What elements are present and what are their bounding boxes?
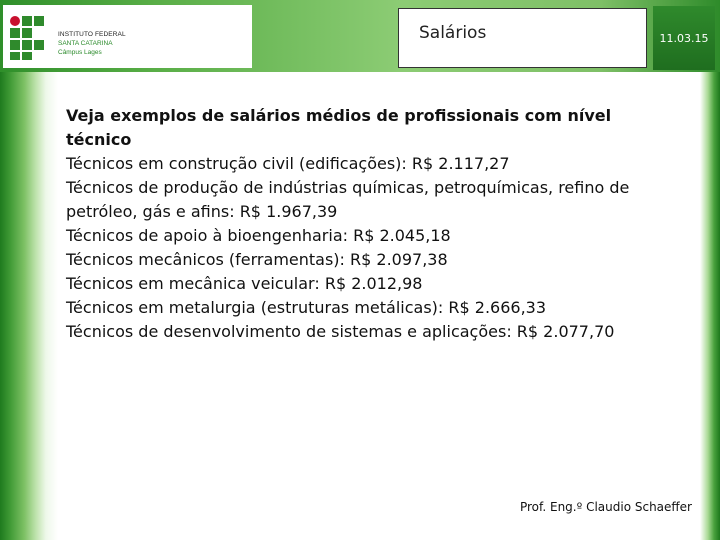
- salary-line: Técnicos mecânicos (ferramentas): R$ 2.097,38: [66, 250, 448, 269]
- slide-title: Salários: [419, 23, 487, 43]
- salary-line: Técnicos em metalurgia (estruturas metálicas): R$ 2.666,33: [66, 298, 547, 317]
- ifsc-logo-icon: [9, 15, 49, 60]
- salary-line: Técnicos em construção civil (edificações): R$ 2.117,27: [66, 154, 510, 173]
- institution-state: SANTA CATARINA: [58, 40, 113, 47]
- salary-line: Técnicos de desenvolvimento de sistemas e aplicações: R$ 2.077,70: [66, 322, 615, 341]
- slide-content: [66, 104, 666, 344]
- salary-line: Técnicos em mecânica veicular: R$ 2.012,98: [66, 274, 423, 293]
- date-box: [653, 6, 715, 70]
- institution-name: INSTITUTO FEDERAL: [58, 31, 126, 38]
- author-footer: Prof. Eng.º Claudio Schaeffer: [519, 500, 692, 514]
- slide-date: 11.03.15: [659, 31, 709, 45]
- content-heading: Veja exemplos de salários médios de profissionais com nível técnico: [66, 106, 612, 149]
- salary-line: Técnicos de produção de indústrias químicas, petroquímicas, refino de petróleo, gás e afins: R$ 1.967,39: [66, 178, 630, 221]
- slide-title-box: [398, 8, 647, 68]
- institution-campus: Câmpus Lages: [58, 49, 102, 56]
- institution-logo-box: [3, 5, 252, 68]
- salary-line: Técnicos de apoio à bioengenharia: R$ 2.045,18: [66, 226, 451, 245]
